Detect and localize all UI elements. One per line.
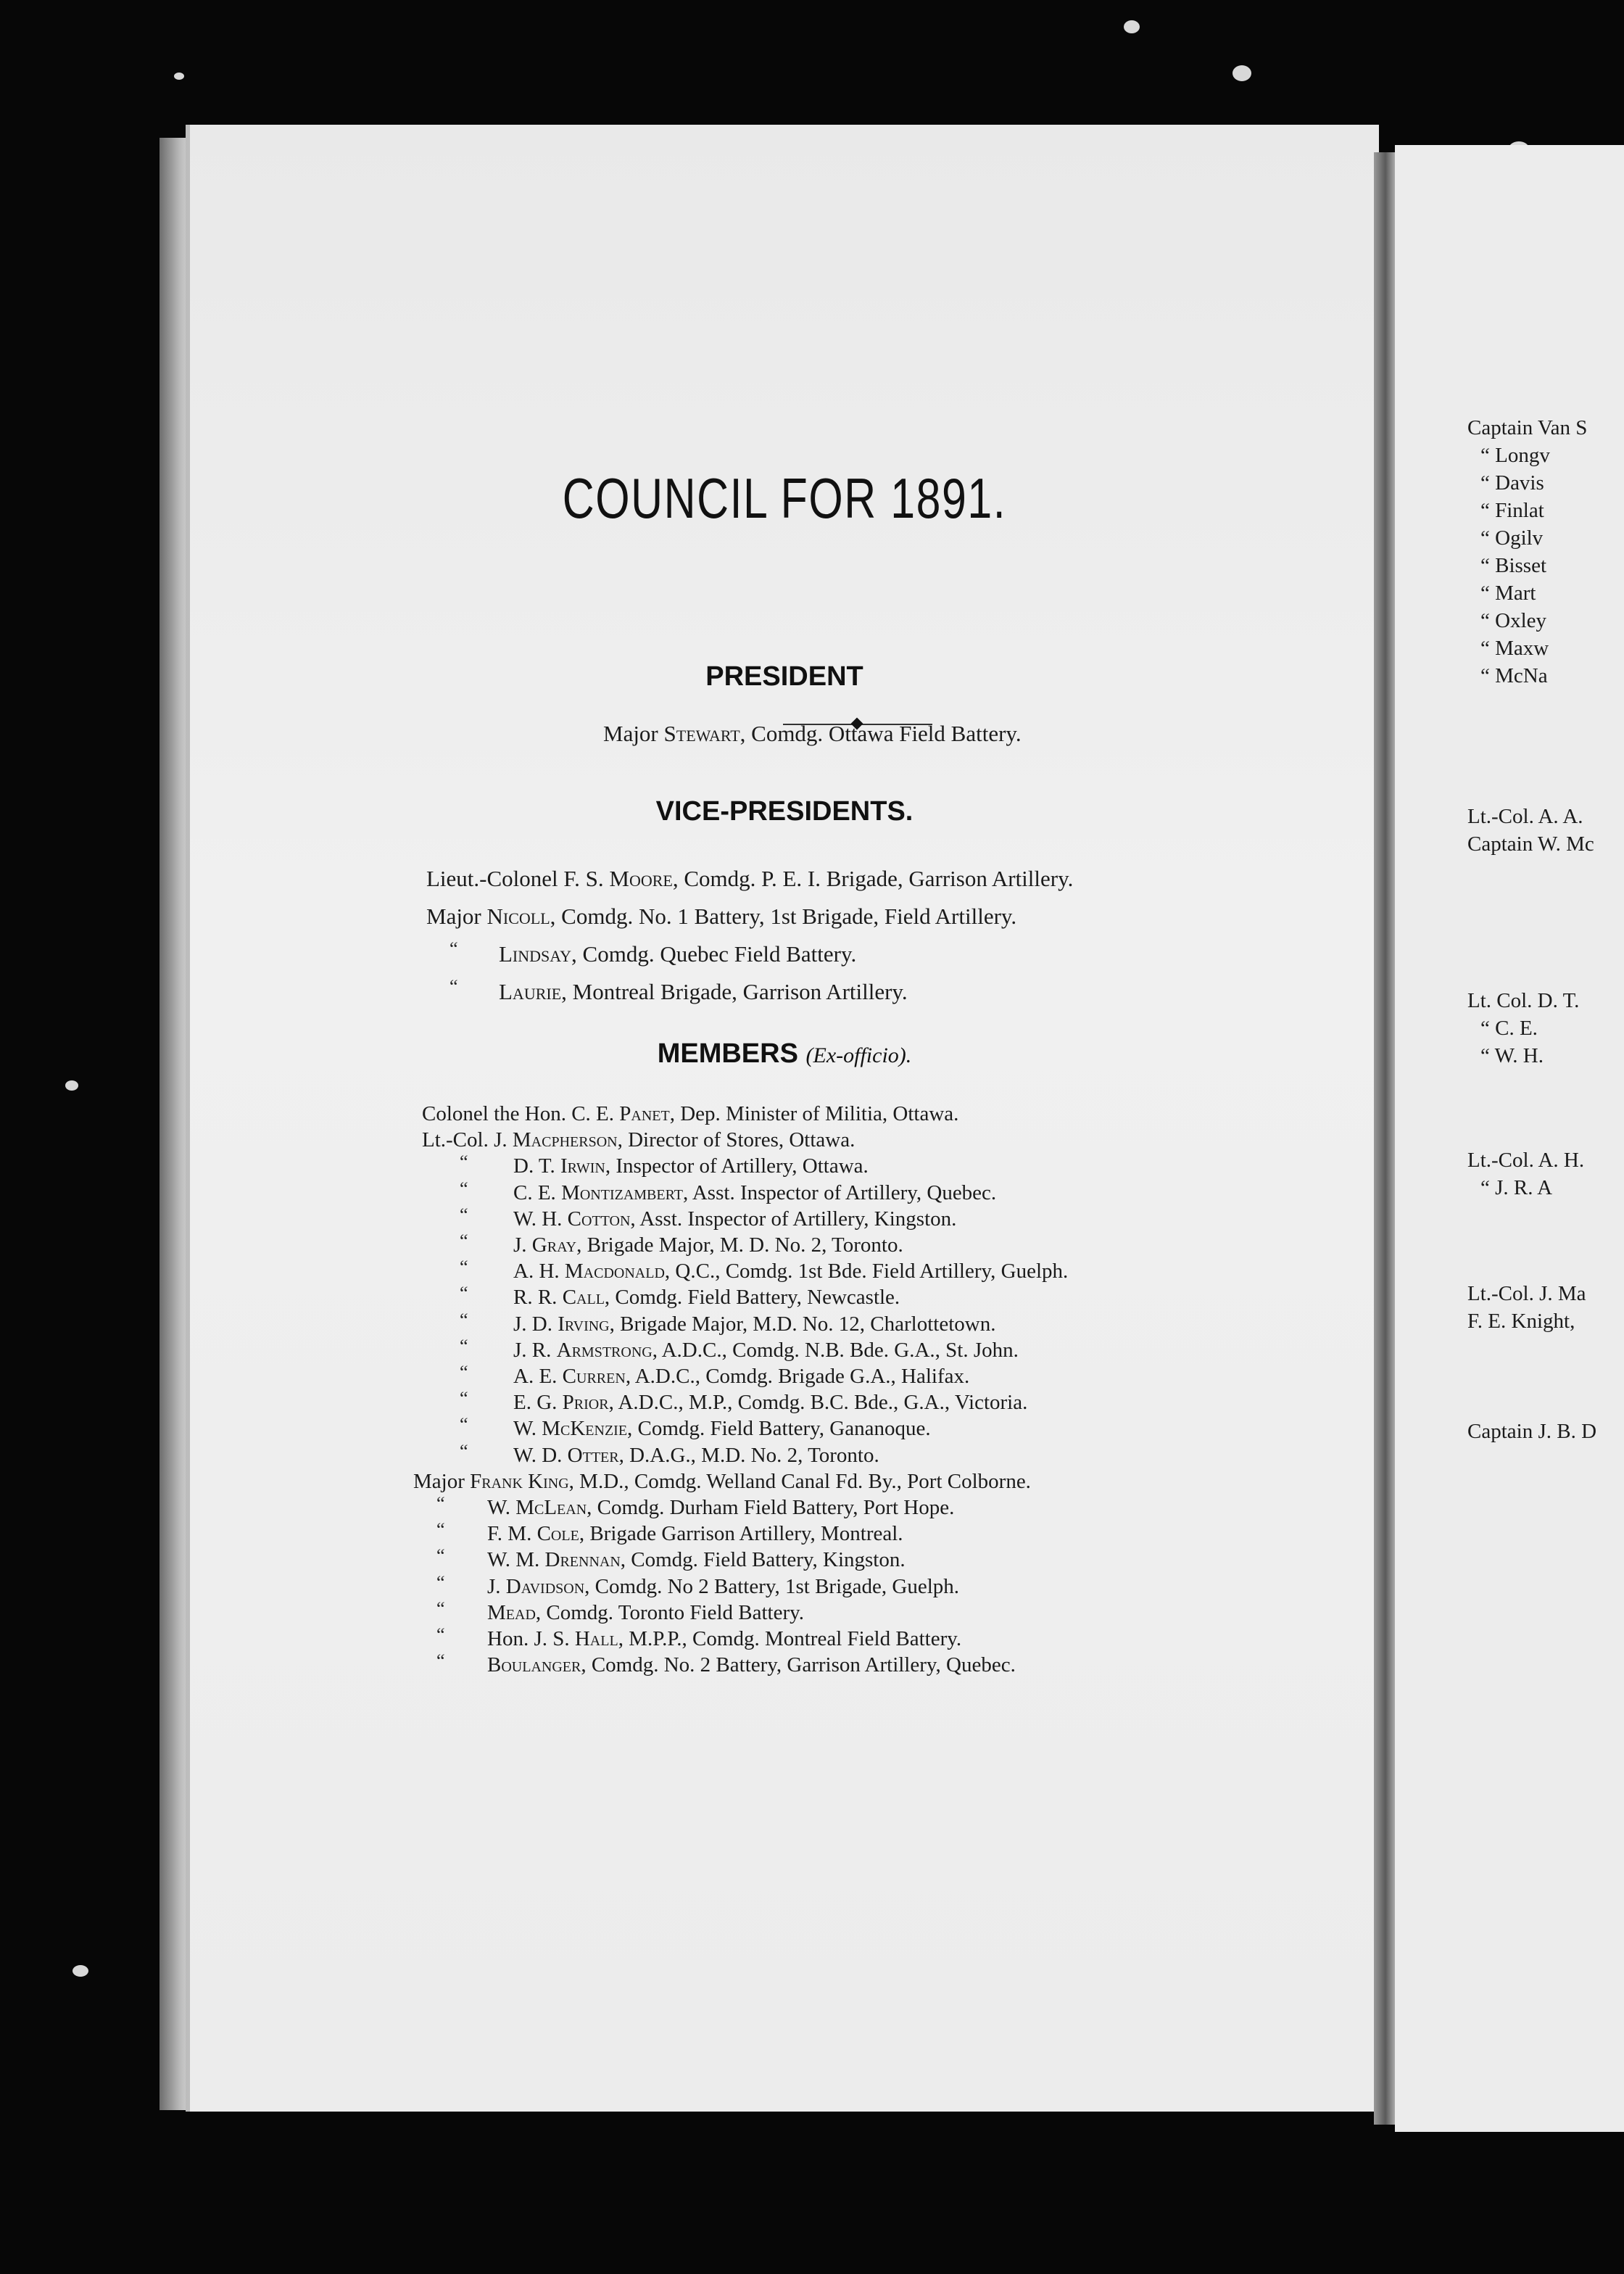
- ditto-mark: “: [460, 1178, 468, 1199]
- person-name: Macpherson: [512, 1128, 618, 1152]
- document-page: [190, 125, 1379, 2112]
- list-item: “ Boulanger, Comdg. No. 2 Battery, Garrison Artillery, Quebec.: [436, 1650, 1016, 1676]
- facing-page-line: “ Ogilv: [1480, 526, 1544, 550]
- person-name: Mead: [487, 1601, 536, 1624]
- background-speck: [65, 1080, 78, 1091]
- list-item: “ Mead, Comdg. Toronto Field Battery.: [436, 1598, 805, 1624]
- list-item: “ W. McKenzie, Comdg. Field Battery, Gananoque.: [460, 1414, 931, 1440]
- ditto-mark: “: [450, 976, 458, 997]
- facing-page-line: F. E. Knight,: [1467, 1310, 1575, 1333]
- list-item: “ E. G. Prior, A.D.C., M.P., Comdg. B.C. Bde., G.A., Victoria.: [460, 1388, 1028, 1414]
- person-name: McKenzie: [542, 1417, 628, 1440]
- facing-page-line: “ Mart: [1480, 582, 1536, 605]
- ditto-mark: “: [460, 1414, 468, 1435]
- list-item: Major Nicoll, Comdg. No. 1 Battery, 1st Brigade, Field Artillery.: [426, 904, 1017, 929]
- facing-page-line: “ McNa: [1480, 664, 1548, 687]
- members-heading: MEMBERS (Ex-officio).: [657, 1038, 912, 1069]
- person-name: McLean: [515, 1496, 587, 1519]
- background-speck: [1232, 65, 1251, 81]
- person-name: Moore: [609, 866, 673, 891]
- person-name: Curren: [562, 1365, 626, 1388]
- person-name: Irving: [558, 1312, 610, 1336]
- ditto-mark: “: [436, 1572, 445, 1593]
- ditto-mark: “: [436, 1624, 445, 1645]
- ditto-mark: “: [436, 1650, 445, 1671]
- ditto-mark: “: [460, 1441, 468, 1462]
- ditto-mark: “: [460, 1310, 468, 1331]
- background-speck: [1124, 20, 1140, 33]
- ditto-mark: “: [436, 1545, 445, 1566]
- person-name: Gray: [531, 1233, 577, 1257]
- facing-page-line: “ Bisset: [1480, 554, 1547, 577]
- person-name: Irwin: [560, 1154, 605, 1178]
- list-item: “ Laurie, Montreal Brigade, Garrison Artillery.: [450, 976, 908, 1004]
- list-item: “ A. H. Macdonald, Q.C., Comdg. 1st Bde. Field Artillery, Guelph.: [460, 1257, 1069, 1283]
- person-name: Cole: [536, 1522, 579, 1545]
- ditto-mark: “: [460, 1204, 468, 1225]
- list-item: Colonel the Hon. C. E. Panet, Dep. Minister of Militia, Ottawa.: [422, 1102, 959, 1125]
- person-name: Hall: [574, 1627, 618, 1650]
- background-speck: [174, 73, 184, 80]
- facing-page-line: “ Maxw: [1480, 637, 1549, 660]
- list-item: “ A. E. Curren, A.D.C., Comdg. Brigade G.A., Halifax.: [460, 1362, 970, 1388]
- list-item: “ J. Davidson, Comdg. No 2 Battery, 1st Brigade, Guelph.: [436, 1572, 960, 1598]
- president-line: Major Stewart, Comdg. Ottawa Field Battery.: [603, 721, 1022, 746]
- ditto-mark: “: [460, 1362, 468, 1383]
- list-item: “ D. T. Irwin, Inspector of Artillery, Ottawa.: [460, 1152, 869, 1178]
- facing-page-line: Captain W. Mc: [1467, 832, 1594, 856]
- person-name: Armstrong: [556, 1339, 652, 1362]
- list-item: “ W. McLean, Comdg. Durham Field Battery, Port Hope.: [436, 1493, 955, 1519]
- president-heading: PRESIDENT: [705, 661, 863, 692]
- list-item: “ J. D. Irving, Brigade Major, M.D. No. 12, Charlottetown.: [460, 1310, 996, 1336]
- facing-page-line: “ C. E.: [1480, 1017, 1538, 1040]
- facing-page-line: “ W. H.: [1480, 1044, 1544, 1067]
- list-item: “ Lindsay, Comdg. Quebec Field Battery.: [450, 938, 857, 967]
- person-name: Prior: [562, 1391, 609, 1414]
- ditto-mark: “: [450, 938, 458, 959]
- ditto-mark: “: [436, 1493, 445, 1514]
- list-item: “ R. R. Call, Comdg. Field Battery, Newcastle.: [460, 1283, 900, 1309]
- facing-page-line: Lt.-Col. J. Ma: [1467, 1282, 1586, 1305]
- ditto-mark: “: [436, 1519, 445, 1540]
- facing-page-line: Lt.-Col. A. A.: [1467, 805, 1583, 828]
- list-item: “ J. R. Armstrong, A.D.C., Comdg. N.B. Bde. G.A., St. John.: [460, 1336, 1019, 1362]
- facing-page-line: “ J. R. A: [1480, 1176, 1553, 1199]
- facing-page-line: “ Davis: [1480, 471, 1544, 495]
- list-item: “ C. E. Montizambert, Asst. Inspector of Artillery, Quebec.: [460, 1178, 997, 1204]
- person-name: Laurie: [499, 979, 562, 1004]
- ditto-mark: “: [460, 1152, 468, 1173]
- list-item: “ W. M. Drennan, Comdg. Field Battery, Kingston.: [436, 1545, 906, 1571]
- person-name: Montizambert: [561, 1181, 683, 1204]
- list-item: Lieut.-Colonel F. S. Moore, Comdg. P. E. I. Brigade, Garrison Artillery.: [426, 866, 1074, 891]
- page-title: COUNCIL FOR 1891.: [562, 466, 1007, 530]
- ditto-mark: “: [460, 1257, 468, 1278]
- list-item: “ J. Gray, Brigade Major, M. D. No. 2, Toronto.: [460, 1231, 903, 1257]
- person-name: Cotton: [567, 1207, 631, 1231]
- person-name: Nicoll: [486, 904, 550, 929]
- list-item: Major Frank King, M.D., Comdg. Welland Canal Fd. By., Port Colborne.: [413, 1470, 1031, 1493]
- person-name: Boulanger: [487, 1653, 581, 1676]
- facing-page-line: Lt. Col. D. T.: [1467, 989, 1580, 1012]
- facing-page-line: “ Finlat: [1480, 499, 1544, 522]
- facing-page-line: Lt.-Col. A. H.: [1467, 1149, 1585, 1172]
- list-item: “ F. M. Cole, Brigade Garrison Artillery, Montreal.: [436, 1519, 903, 1545]
- facing-page-line: Captain J. B. D: [1467, 1420, 1597, 1443]
- list-item: “ Hon. J. S. Hall, M.P.P., Comdg. Montreal Field Battery.: [436, 1624, 962, 1650]
- ditto-mark: “: [460, 1336, 468, 1357]
- person-name: Lindsay: [499, 941, 572, 967]
- person-name: Call: [562, 1286, 605, 1309]
- vice-presidents-heading: VICE-PRESIDENTS.: [655, 796, 914, 827]
- person-name: Otter: [567, 1444, 619, 1467]
- ditto-mark: “: [460, 1388, 468, 1409]
- facing-page: [1395, 145, 1624, 2132]
- left-page-edge: [160, 138, 193, 2110]
- facing-page-line: “ Longv: [1480, 444, 1550, 467]
- list-item: Lt.-Col. J. Macpherson, Director of Stores, Ottawa.: [422, 1128, 856, 1152]
- person-name: Macdonald: [564, 1260, 665, 1283]
- ditto-mark: “: [460, 1283, 468, 1304]
- facing-page-line: Captain Van S: [1467, 416, 1588, 439]
- facing-page-line: “ Oxley: [1480, 609, 1546, 632]
- person-name: Davidson: [505, 1575, 585, 1598]
- person-name: Frank King: [470, 1470, 569, 1493]
- book-gutter: [1374, 152, 1397, 2125]
- list-item: “ W. D. Otter, D.A.G., M.D. No. 2, Toronto.: [460, 1441, 879, 1467]
- background-speck: [72, 1965, 88, 1977]
- person-name: Drennan: [544, 1548, 621, 1571]
- ditto-mark: “: [460, 1231, 468, 1252]
- list-item: “ W. H. Cotton, Asst. Inspector of Artillery, Kingston.: [460, 1204, 957, 1231]
- person-name: Panet: [619, 1102, 670, 1125]
- members-heading-note: (Ex-officio).: [805, 1043, 912, 1067]
- ditto-mark: “: [436, 1598, 445, 1619]
